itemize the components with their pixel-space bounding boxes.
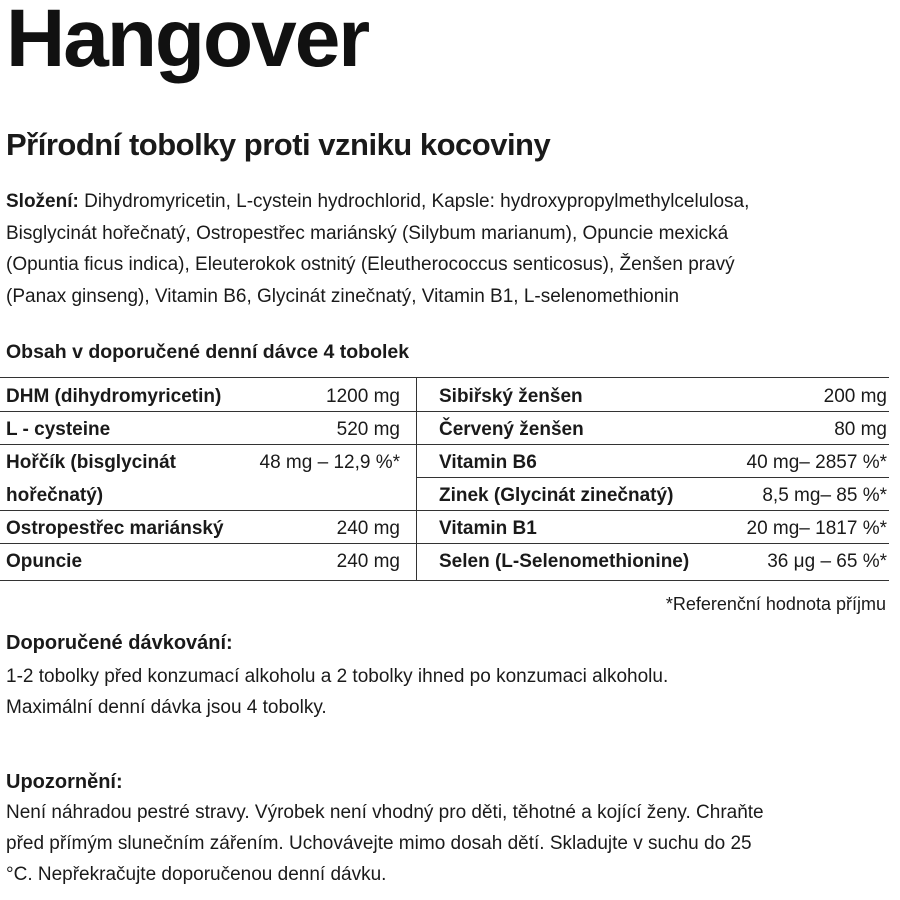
ingredients-line-4: (Panax ginseng), Vitamin B6, Glycinát zinečnatý, Vitamin B1, L-selenomethionin (6, 285, 680, 307)
left-row-5-value: 240 mg (336, 518, 400, 539)
dose-heading: Obsah v doporučené denní dávce 4 tobolek (6, 341, 410, 363)
product-title: Hangover (6, 0, 369, 84)
warning-line-3: °C. Nepřekračujte doporučenou denní dávku. (6, 864, 387, 885)
right-row-4-value: 8,5 mg– 85 %* (762, 485, 887, 506)
ingredients-text-1: Dihydromyricetin, L-cystein hydrochlorid, Kapsle: hydroxypropylmethylcelulosa, (84, 191, 750, 212)
ingredients-label: Složení: (6, 191, 79, 212)
ingredients-line-3: (Opuntia ficus indica), Eleuterokok ostnitý (Eleutherococcus senticosus), Ženšen pravý (6, 254, 735, 275)
left-row-2-name: L - cysteine (6, 419, 111, 440)
left-row-5-name: Ostropestřec mariánský (6, 518, 224, 539)
warning-line-2: před přímým slunečním zářením. Uchovávejte mimo dosah dětí. Skladujte v suchu do 25 (6, 833, 752, 854)
left-row-1-name: DHM (dihydromyricetin) (6, 386, 222, 407)
left-row-6-value: 240 mg (336, 551, 400, 572)
right-row-5-name: Vitamin B1 (439, 518, 537, 539)
ingredients-line-2: Bisglycinát hořečnatý, Ostropestřec mariánský (Silybum marianum), Opuncie mexická (6, 222, 729, 244)
left-row-1-value: 1200 mg (326, 386, 400, 407)
right-row-3-name: Vitamin B6 (439, 452, 537, 473)
right-row-5-value: 20 mg– 1817 %* (746, 518, 887, 539)
right-row-2-value: 80 mg (834, 419, 887, 440)
warning-line-1: Není náhradou pestré stravy. Výrobek není vhodný pro děti, těhotné a kojící ženy. Chraňte (6, 802, 764, 823)
dosage-line-2: Maximální denní dávka jsou 4 tobolky. (6, 697, 327, 718)
footnote: *Referenční hodnota příjmu (665, 594, 886, 614)
product-subtitle: Přírodní tobolky proti vzniku kocoviny (6, 127, 551, 162)
left-row-2-value: 520 mg (336, 419, 400, 440)
ingredients-line-1 (6, 186, 896, 218)
right-row-6-name: Selen (L-Selenomethionine) (439, 551, 690, 572)
right-row-3-value: 40 mg– 2857 %* (746, 452, 887, 473)
ingredients-block (6, 186, 896, 312)
left-row-6-name: Opuncie (6, 551, 83, 572)
right-row-1-value: 200 mg (823, 386, 887, 407)
left-row-4-name: hořečnatý) (6, 485, 104, 506)
right-row-4-name: Zinek (Glycinát zinečnatý) (439, 485, 674, 506)
left-row-3-name: Hořčík (bisglycinát (6, 452, 176, 473)
left-row-3-value: 48 mg – 12,9 %* (259, 452, 400, 473)
nutrition-table (0, 377, 889, 581)
dosage-text (6, 661, 896, 723)
column-divider (416, 377, 417, 581)
right-row-2-name: Červený ženšen (439, 419, 584, 440)
right-row-6-value: 36 μg – 65 %* (767, 551, 887, 572)
right-row-1-name: Sibiřský ženšen (439, 386, 583, 407)
dosage-line-1: 1-2 tobolky před konzumací alkoholu a 2 tobolky ihned po konzumaci alkoholu. (6, 666, 669, 687)
warning-heading: Upozornění: (6, 771, 123, 793)
dosage-heading: Doporučené dávkování: (6, 632, 233, 654)
warning-text (6, 797, 896, 890)
